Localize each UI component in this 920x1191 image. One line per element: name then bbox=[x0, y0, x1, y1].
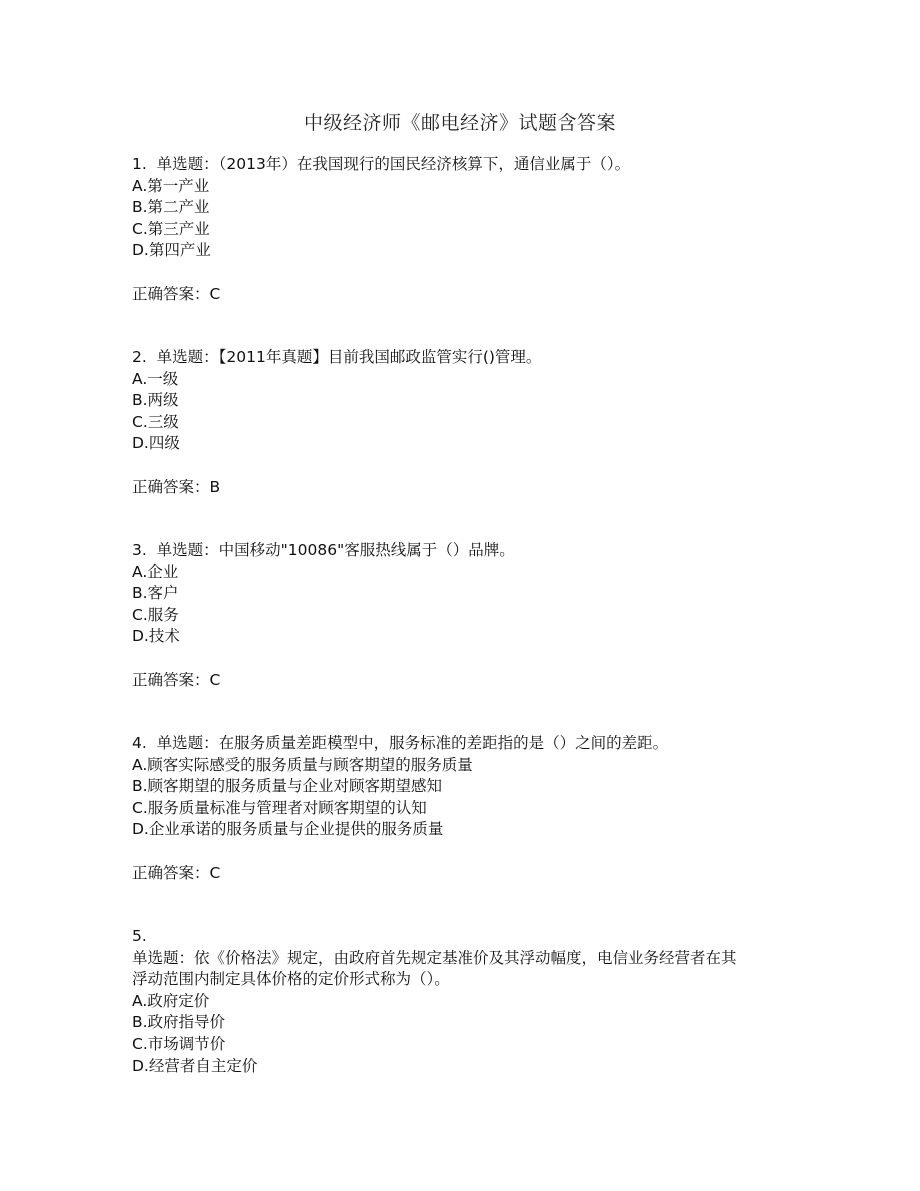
option-d: D.技术 bbox=[132, 627, 180, 646]
question-5 bbox=[132, 926, 792, 1077]
option-b: B.客户 bbox=[132, 584, 179, 603]
option-c: C.服务 bbox=[132, 605, 179, 624]
option-c: C.第三产业 bbox=[132, 219, 210, 238]
question-stem: 3. 单选题：中国移动"10086"客服热线属于（）品牌。 bbox=[132, 541, 515, 559]
option-b: B.第二产业 bbox=[132, 198, 210, 217]
question-stem: 2. 单选题：【2011年真题】目前我国邮政监管实行()管理。 bbox=[132, 348, 542, 366]
option-c: C.市场调节价 bbox=[132, 1034, 226, 1053]
question-3 bbox=[132, 540, 792, 691]
option-a: A.第一产业 bbox=[132, 176, 210, 195]
question-stem-line-1: 单选题：依《价格法》规定，由政府首先规定基准价及其浮动幅度，电信业务经营者在其 bbox=[132, 948, 737, 967]
question-stem-line-2: 浮动范围内制定具体价格的定价形式称为（）。 bbox=[132, 970, 450, 989]
question-4 bbox=[132, 733, 792, 884]
option-a: A.顾客实际感受的服务质量与顾客期望的服务质量 bbox=[132, 755, 473, 774]
option-b: B.两级 bbox=[132, 391, 179, 410]
option-c: C.服务质量标准与管理者对顾客期望的认知 bbox=[132, 798, 427, 817]
correct-answer: 正确答案：C bbox=[132, 670, 221, 689]
question-number: 5. bbox=[132, 927, 147, 945]
option-d: D.经营者自主定价 bbox=[132, 1056, 258, 1075]
option-d: D.第四产业 bbox=[132, 241, 211, 260]
question-1 bbox=[132, 154, 792, 305]
option-c: C.三级 bbox=[132, 412, 179, 431]
option-a: A.政府定价 bbox=[132, 991, 210, 1010]
option-b: B.政府指导价 bbox=[132, 1013, 226, 1032]
option-a: A.企业 bbox=[132, 562, 179, 581]
page-title: 中级经济师《邮电经济》试题含答案 bbox=[303, 112, 616, 134]
option-d: D.四级 bbox=[132, 434, 180, 453]
question-stem: 1. 单选题：（2013年）在我国现行的国民经济核算下，通信业属于（）。 bbox=[132, 155, 631, 173]
option-d: D.企业承诺的服务质量与企业提供的服务质量 bbox=[132, 820, 444, 839]
question-2 bbox=[132, 347, 792, 498]
question-stem: 4. 单选题：在服务质量差距模型中，服务标准的差距指的是（）之间的差距。 bbox=[132, 734, 669, 752]
option-a: A.一级 bbox=[132, 369, 179, 388]
correct-answer: 正确答案：B bbox=[132, 477, 221, 496]
correct-answer: 正确答案：C bbox=[132, 284, 221, 303]
correct-answer: 正确答案：C bbox=[132, 863, 221, 882]
option-b: B.顾客期望的服务质量与企业对顾客期望感知 bbox=[132, 777, 443, 796]
